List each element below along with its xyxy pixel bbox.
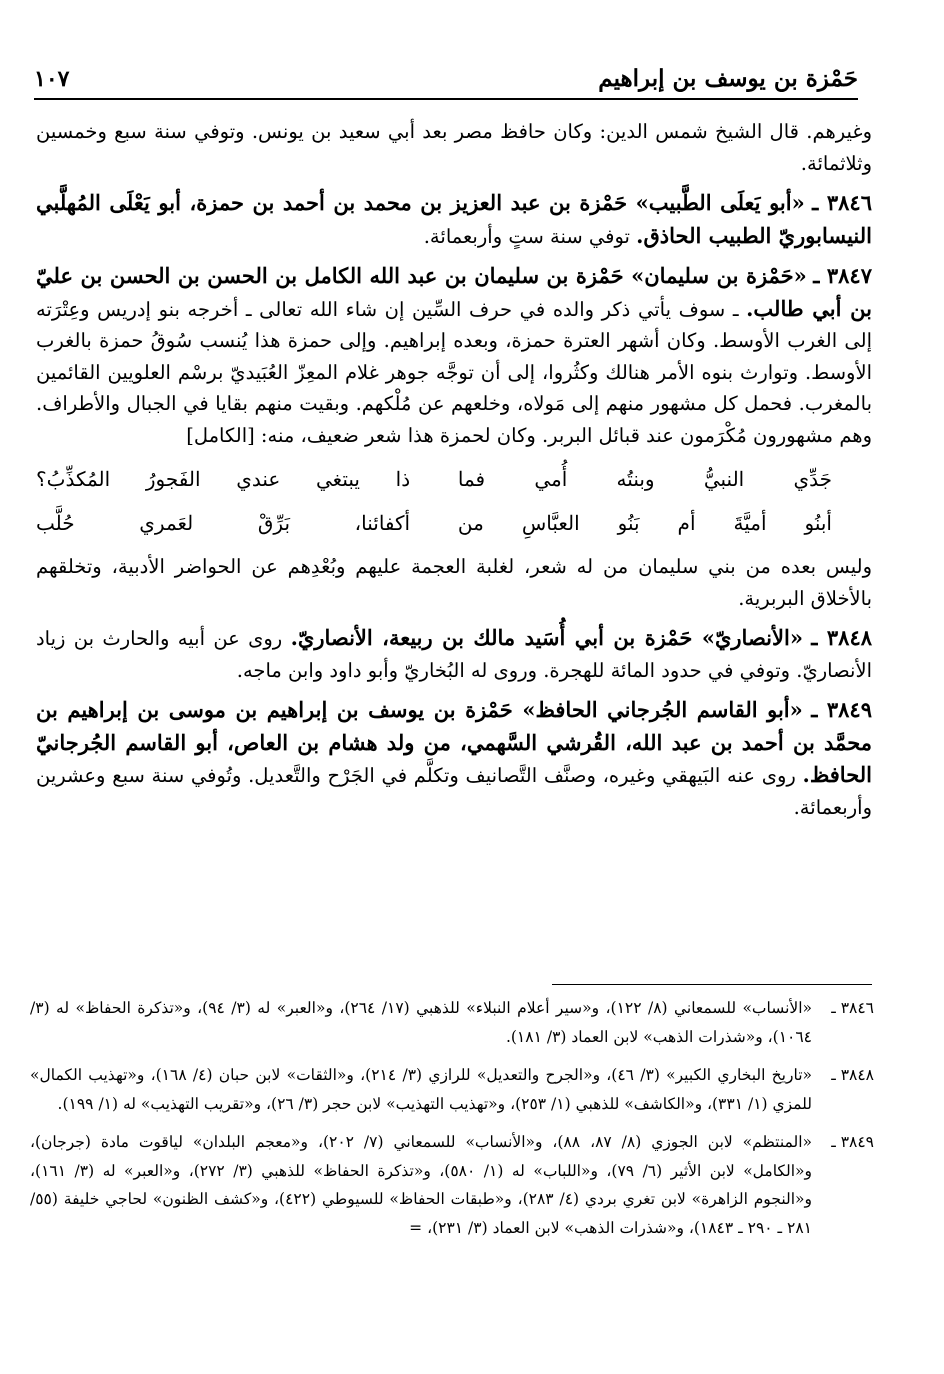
footnote-3846 — [30, 994, 874, 1051]
footnote-3848 — [30, 1061, 874, 1118]
entry-heading: «حَمْزة بن سليمان» حَمْزة بن سليمان بن عبد الله الكامل بن الحسن بن الحسن بن عليّ بن أبي طالب. — [36, 263, 872, 321]
intro-paragraph: وغيرهم. قال الشيخ شمس الدين: وكان حافظ مصر بعد أبي سعيد بن يونس. وتوفي سنة سبع وخمسين وثلاثمائة. — [36, 120, 872, 175]
entry-3847 — [36, 260, 872, 451]
poem-verse-1 — [36, 459, 832, 499]
footnote-number: ٣٨٤٦ ـ — [831, 999, 874, 1017]
entry-3846 — [36, 187, 872, 252]
entry-heading: «أبو يَعلَى الطَّبيب» حَمْزة بن عبد العزيز بن محمد بن أحمد بن حمزة، أبو يَعْلَى المُهلَّبي النيسابوريّ الطبيب الحاذق. — [36, 190, 872, 248]
footnote-text: «تاريخ البخاري الكبير» (٣/ ٤٦)، و«الجرح والتعديل» للرازي (٣/ ٢١٤)، و«الثقات» لابن حبان (٤/ ١٦٨)، و«تهذيب الكمال» للمزي (١/ ٣٣١)، و«الكاشف» للذهبي (١/ ٢٥٣)، و«تهذيب التهذيب» لابن حجر (٣/ ٢٦)، و«تقريب التهذيب» له (١/ ١٩٩). — [30, 1066, 812, 1113]
entry-number: ٣٨٤٦ ـ — [812, 190, 872, 215]
entry-3848 — [36, 622, 872, 686]
verse-first-hemistich: أبنُو أميَّةَ أم بَنُو العبَّاسِ من — [457, 511, 832, 535]
entry-number: ٣٨٤٨ ـ — [811, 625, 873, 650]
entry-body: روى عنه البَيهقي وغيره، وصنَّف التَّصانيف وتكلَّم في الجَرْح والتَّعديل. وتُوفي سنة سبع وعشرين وأربعمائة. — [36, 764, 872, 819]
entry-3847-continuation: وليس بعده من بني سليمان من له شعر، لغلبة العجمة عليهم وبُعْدِهم عن الحواضر الأدبية، وتخلقهم بالأخلاق البربرية. — [36, 555, 872, 610]
footnote-text: «المنتظم» لابن الجوزي (٨/ ٨٧، ٨٨)، و«الأنساب» للسمعاني (٧/ ٢٠٢)، و«معجم البلدان» لياقوت مادة (جرجان)، و«الكامل» لابن الأثير (٦/ ٧٩)، و«اللباب» له (١/ ٥٨٠)، و«تذكرة الحفاظ» للذهبي (٣/ ٢٧٢)، و«العبر» له (٣/ ١٦١)، و«النجوم الزاهرة» لابن تغري بردي (٤/ ٢٨٣)، و«طبقات الحفاظ» للسيوطي (٤٢٢)، و«كشف الظنون» لحاجي خليفة (٥٥/ ٢٨١ ـ ٢٩٠ ـ ١٨٤٣)، و«شذرات الذهب» لابن العماد (٣/ ٢٣١)، = — [30, 1133, 812, 1237]
footnote-number: ٣٨٤٩ ـ — [831, 1133, 874, 1151]
entry-heading: «أبو القاسم الجُرجاني الحافظ» حَمْزة بن يوسف بن إبراهيم بن موسى بن إبراهيم بن محمَّد بن أحمد بن عبد الله، القُرشي السَّهمي، من ولد هشام بن العاص، أبو القاسم الجُرجانيّ الحافظ. — [36, 697, 872, 787]
footnotes — [30, 994, 874, 1252]
poem-verse-2 — [36, 503, 832, 543]
entry-heading: «الأنصاريّ» حَمْزة بن أبي أُسَيد مالك بن ربيعة، الأنصاريّ. — [290, 625, 803, 650]
entry-number: ٣٨٤٧ ـ — [813, 263, 872, 288]
entry-body: روى عن أبيه والحارث بن زياد الأنصاريّ. وتوفي في حدود المائة للهجرة. وروى له البُخاريّ وأبو داود وابن ماجه. — [36, 627, 872, 682]
entry-number: ٣٨٤٩ ـ — [811, 697, 872, 722]
verse-second-hemistich: ذا يبتغي عندي الفَجورُ المُكذِّبُ؟ — [36, 467, 411, 491]
verse-first-hemistich: جَدِّي النبيُّ وبنتُه أُمي فما — [457, 467, 832, 491]
entry-body: ـ سوف يأتي ذكر والده في حرف السِّين إن شاء الله تعالى ـ أخرجه بنو إدريس وعِتْرَته إلى الغرب الأوسط. وكان أشهر العترة حمزة، وبعده إبراهيم. وإلى حمزة هذا يُنسب سُوقُ حمزة بالغرب الأوسط. وتوارث بنوه الأمر هنالك وكثُروا، إلى أن توجَّه جوهر غلام المعِزّ العُبَيديّ برسْم العلويين القائمين بالمغرب. فحمل كل مشهور منهم إلى مَولاه، وخلعهم عن مُلْكهم. وبقيت منهم بقايا في الجبال والأطراف. وهم مشهورون مُكْرَمون عند قبائل البربر. وكان لحمزة هذا شعر ضعيف، منه: [الكامل] — [36, 297, 872, 447]
page-number: ١٠٧ — [34, 66, 70, 92]
entry-body: توفي سنة ستٍ وأربعمائة. — [423, 224, 630, 248]
footnote-text: «الأنساب» للسمعاني (٨/ ١٢٢)، و«سير أعلام النبلاء» للذهبي (١٧/ ٢٦٤)، و«العبر» له (٣/ ٩٤)، و«تذكرة الحفاظ» له (٣/ ١٠٦٤)، و«شذرات الذهب» لابن العماد (٣/ ١٨١). — [30, 999, 813, 1046]
footnote-number: ٣٨٤٨ ـ — [831, 1066, 874, 1084]
footnote-3849 — [30, 1128, 874, 1242]
entry-3849 — [36, 694, 872, 823]
footnote-divider — [552, 984, 872, 985]
verse-second-hemistich: أكفائنا، بَرِّقْ لعَمري حُلَّب — [36, 511, 411, 535]
running-title: حَمْزة بن يوسف بن إبراهيم — [598, 65, 858, 92]
main-text — [36, 116, 872, 831]
running-header — [34, 52, 858, 100]
